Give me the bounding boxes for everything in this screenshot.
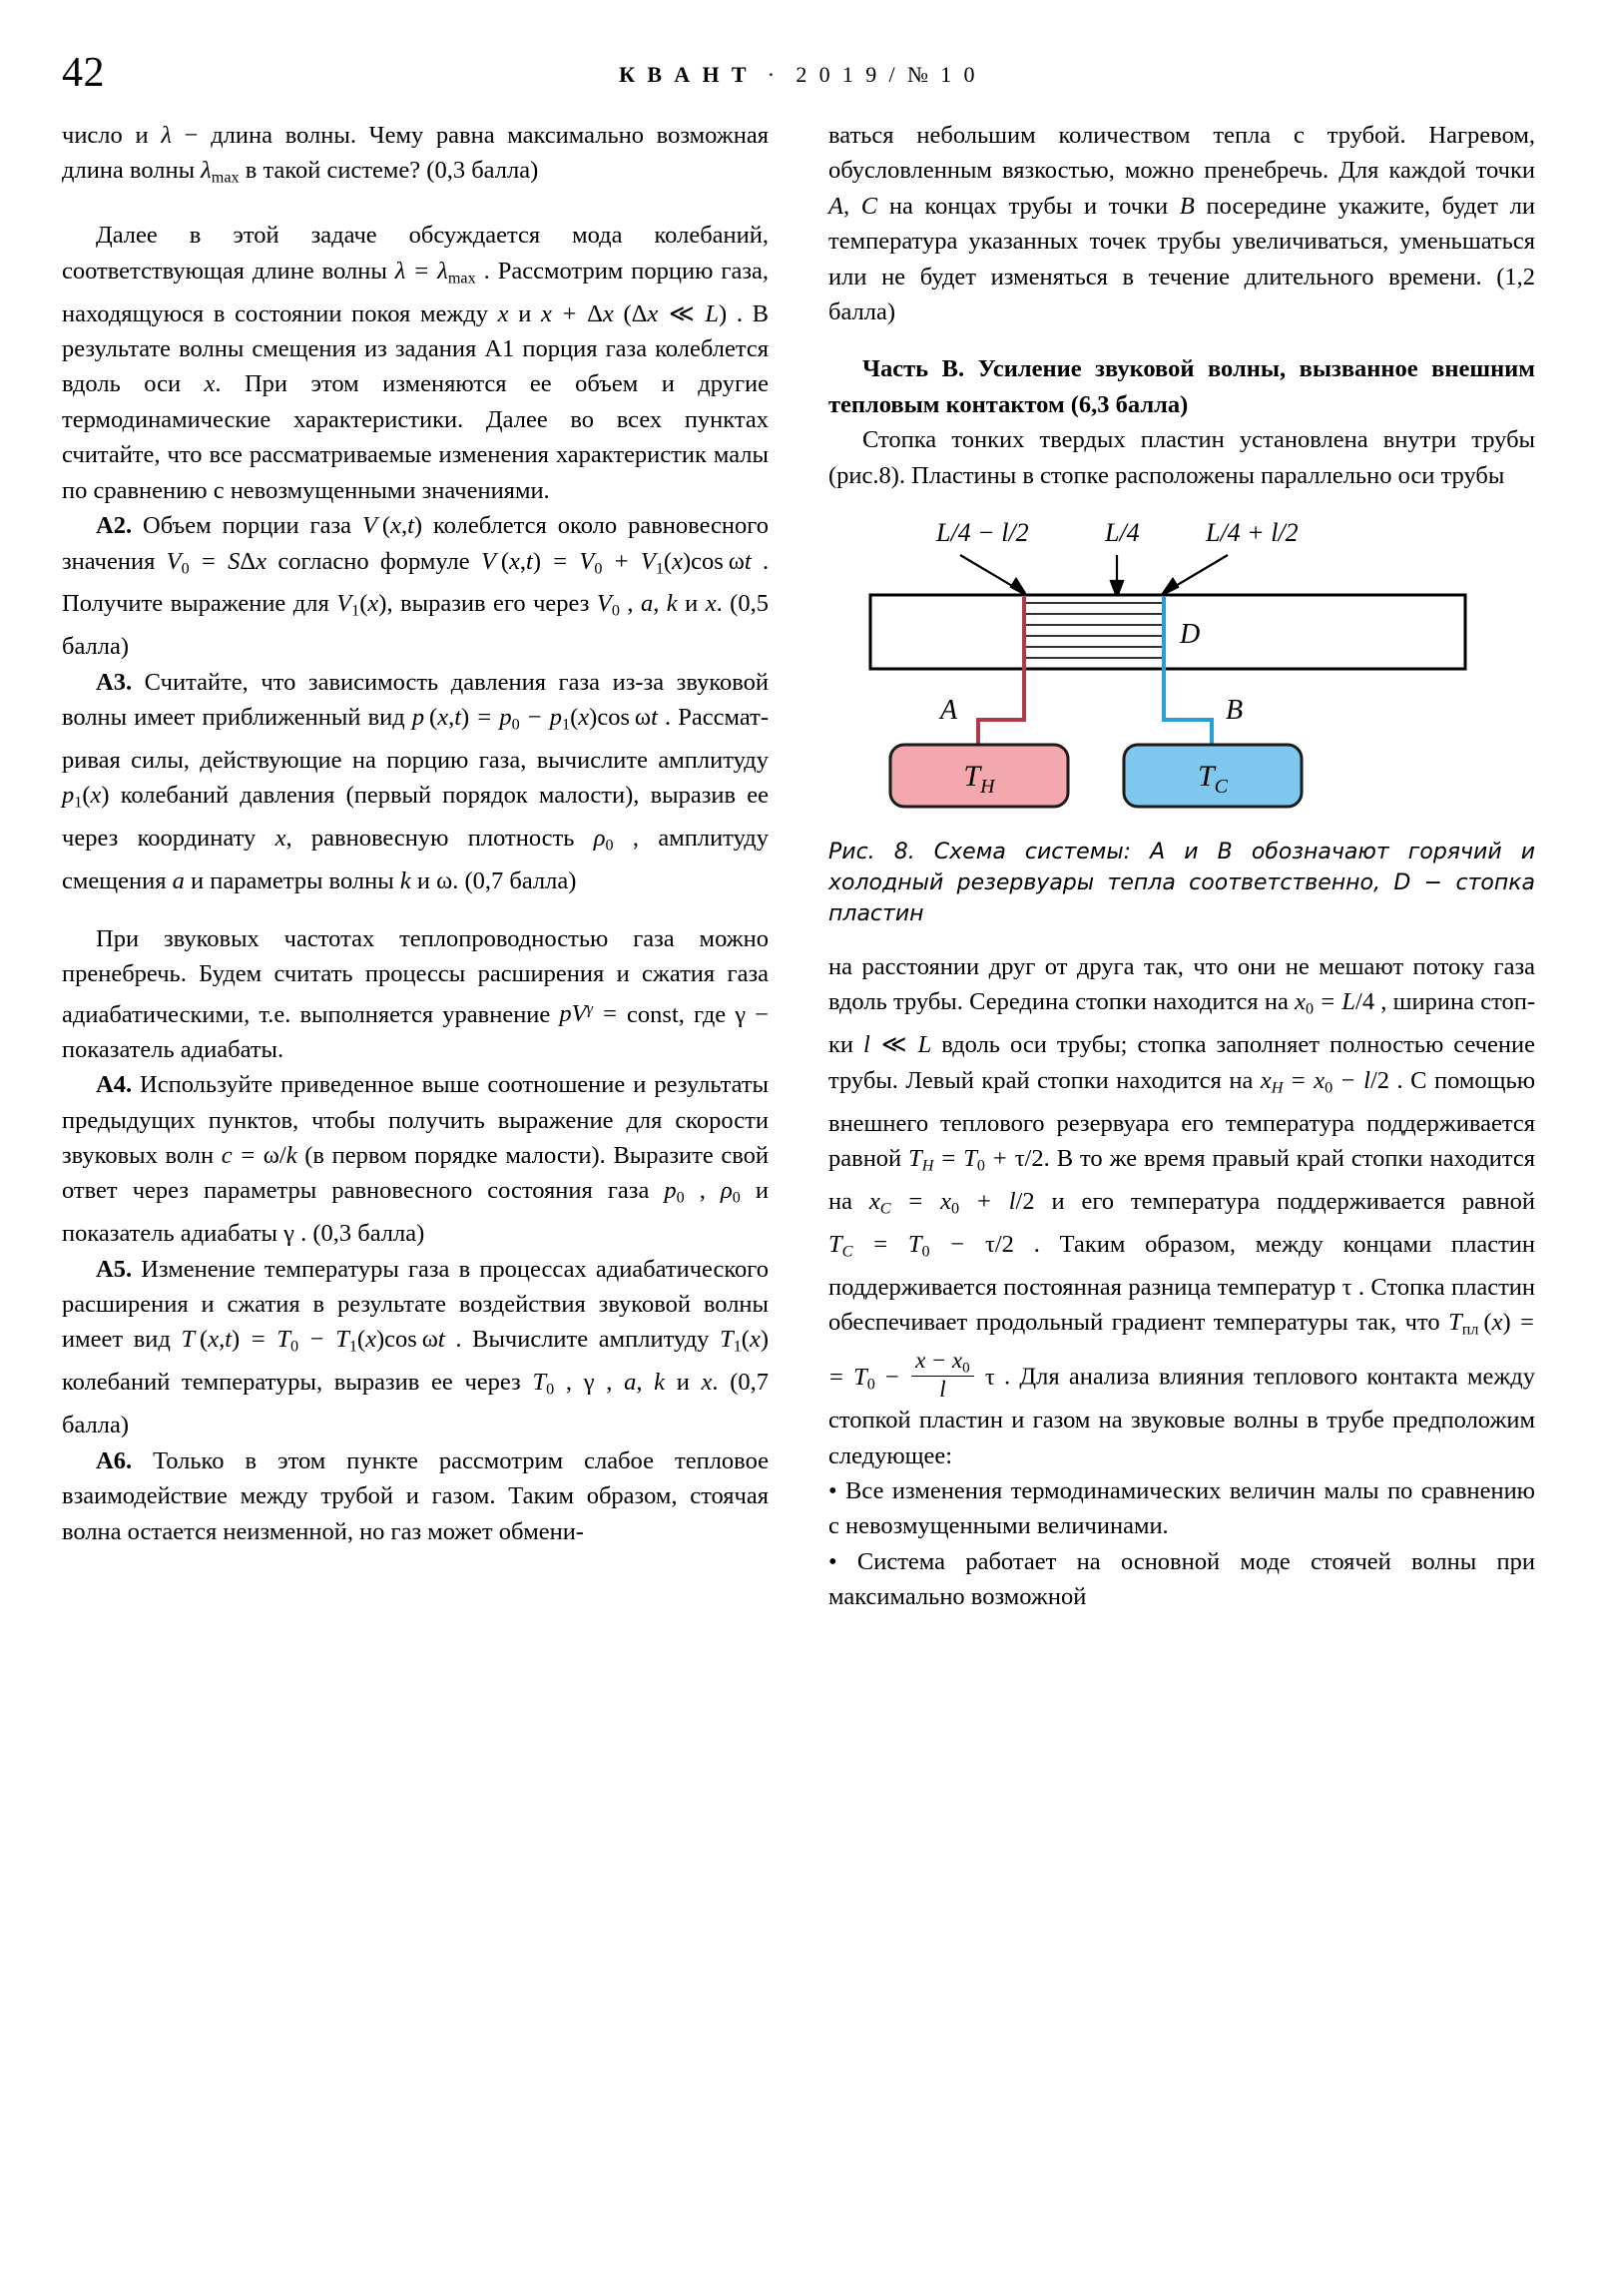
item-a5: А5. Изменение температуры газа в процессах адиабатического расширения и сжатия в результате воздействия звуковой волны имеет вид T $(x,t) = T_0 - T_1(x)\cos$ ωt . Вычислите амплитуду $T_1(x)$ колебаний температуры, выразив ее через $T_0$ , γ , a, k и x. (0,7 балла) <box>62 1255 770 1439</box>
page-header <box>62 46 1535 104</box>
hot-connector <box>978 669 1024 745</box>
figure-label-stack-d: D <box>1180 619 1201 651</box>
figure-label-center: L/4 <box>1105 518 1140 548</box>
paragraph-adiabatic: При звуковых частотах теплопроводностью газа можно пренебречь. Будем считать процессы расширения и сжатия газа адиабатическими, т.е. выполняется уравнение $pV^\gamma$ = const, где γ − показатель адиабаты. <box>62 924 770 1063</box>
page-number: 42 <box>62 50 105 96</box>
running-head <box>62 62 1535 88</box>
figure-8-caption: Рис. 8. Схема системы: A и B обозначают горячий и холодный резервуары тепла соответственно, D − стопка пластин <box>828 840 1535 927</box>
item-a2: А2. Объем порции газа V (x,t) колеблется около равновесного значения $V_0 = S\Delta x$ согласно формуле V $(x,t) = V_0 + V_1(x)\cos$ ωt . Получите выражение для $V_1(x)$, выразив его через $V_0$ , a, k и x. (0,5 балла) <box>62 512 770 661</box>
figure-label-b: B <box>1226 695 1244 727</box>
bullet-item-1: • Все изменения термодинамических величин малы по сравнению с невозмущенными величинами. <box>828 1477 1535 1540</box>
two-column-body <box>62 118 1535 2254</box>
journal-title: К В А Н Т <box>619 62 750 87</box>
item-a4: А4. Используйте приведенное выше соотношение и результаты предыдущих пунктов, чтобы получить выражение для скорости звуковых волн c = ω/k (в первом порядке малости). Выразите свой ответ через параметры равновесного состояния газа $p_0$ , $\rho_0$ и показатель адиабаты γ . (0,3 балла) <box>62 1071 770 1248</box>
item-a6: А6. Только в этом пункте рассмотрим слабое тепловое взаимодействие между трубой и газом. Таким образом, стоячая волна остается неизменной, но газ может обмени- <box>62 1446 769 1545</box>
item-a6-label: А6. <box>96 1446 133 1474</box>
paragraph-right-top: ваться небольшим количеством тепла с трубой. Нагревом, обусловленным вязкостью, можно пренебречь. Для каждой точки A, C на концах трубы и точки B посередине укажите, будет ли температура указанных точек трубы увеличиваться, уменьшаться или не будет изменяться в течение длительного времени. (1,2 балла) <box>828 122 1535 326</box>
issue-label: 2 0 1 9 / № 1 0 <box>796 62 978 87</box>
tube-outline <box>870 595 1465 669</box>
figure-label-right: L/4 + l/2 <box>1206 518 1299 548</box>
item-a5-label: А5. <box>96 1255 133 1283</box>
figure-8-svg <box>828 507 1535 827</box>
figure-label-left: L/4 − l/2 <box>936 518 1029 548</box>
paragraph-continued: число и λ − длина волны. Чему равна максимально возможная длина волны $\lambda_{max}$ в такой системе? (0,3 балла) <box>62 122 769 187</box>
hot-reservoir-label: $T_H$ <box>963 760 995 799</box>
item-a2-label: А2. <box>96 512 133 540</box>
figure-label-a: A <box>940 695 958 727</box>
figure-8-canvas <box>828 507 1535 827</box>
right-column <box>828 118 1535 1615</box>
item-a3-label: А3. <box>96 668 133 696</box>
figure-8 <box>828 507 1535 929</box>
item-a3: А3. Считайте, что зависимость давления газа из-за звуковой волны имеет приближенный вид p $(x,t) = p_0 - p_1(x)\cos$ ωt . Рассматривая силы, действующие на порцию газа, вычислите амплитуду $p_1(x)$ колебаний давления (первый порядок малости), выразив ее через координату x, равновесную плотность $\rho_0$ , амплитуду смещения a и параметры волны k и ω. (0,7 балла) <box>62 668 770 895</box>
cold-connector <box>1164 669 1212 745</box>
running-head-separator: · <box>767 62 779 87</box>
paragraph-mode: Далее в этой задаче обсуждается мода колебаний, соответствующая длине волны $\lambda = \lambda_{max}$ . Рассмотрим порцию газа, находящуюся в состоянии покоя между x и x + Δx (Δx ≪ L) . В результате волны смещения из задания A1 порция газа колеблется вдоль оси x. При этом изменяются ее объем и другие термодинамические характеристики. Далее во всех пунктах считайте, что все рассматриваемые изменения характеристик малы по сравнению с невозмущенными значениями. <box>62 222 770 504</box>
paragraph-after-figure: на расстоянии друг от друга так, что они не мешают потоку газа вдоль трубы. Середина стопки находится на $x_0 = L/4$ , ширина стопки l ≪ L вдоль оси трубы; стопка заполняет полностью сечение трубы. Левый край стопки находится на xH = $x_0 - l/2$ . С помощью внешнего теплового резервуара его температура поддерживается равной TH = $T_0 + \tau/2$. В то же время правый край стопки находится на xC = $x_0 + l/2$ и его температура поддерживается равной TC = $T_0 - \tau/2$ . Таким образом, между концами пластин поддерживается постоянная разница температур τ . Стопка пластин обеспечивает продольный градиент температуры так, что $T_{пл}$ (x) = = $T_0$ − $\frac{x - x_0}{l}$ τ . Для анализа влияния теплового контакта между стопкой пластин и газом на звуковые волны в трубе предположим следующее: <box>828 953 1536 1469</box>
paragraph-stack-intro: Стопка тонких твердых пластин установлена внутри трубы (рис.8). Пластины в стопке расположены параллельно оси трубы <box>828 426 1535 489</box>
item-a4-label: А4. <box>96 1071 133 1099</box>
figure-arrows <box>960 555 1228 597</box>
left-column <box>62 118 769 1549</box>
part-b-heading-bold: Часть В. Усиление звуковой волны, вызванное внешним тепловым контактом <box>828 355 1535 418</box>
bullet-item-2: • Система работает на основной моде стоячей волны при максимально возможной <box>828 1547 1535 1611</box>
part-b-heading-tail: (6,3 балла) <box>1064 390 1189 418</box>
cold-reservoir-label: $T_C$ <box>1197 760 1229 799</box>
part-b-heading <box>828 351 1535 422</box>
